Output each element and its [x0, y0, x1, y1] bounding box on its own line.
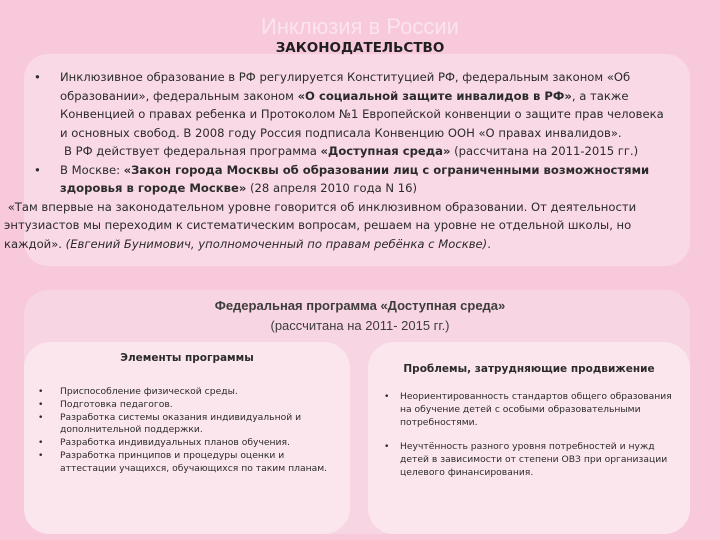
list-item-text: Разработка индивидуальных планов обучения.	[60, 437, 290, 449]
bullet-icon: •	[38, 411, 44, 423]
elements-list	[38, 386, 338, 476]
list-item	[38, 386, 338, 399]
legislation-heading: ЗАКОНОДАТЕЛЬСТВО	[275, 40, 445, 56]
list-item-text: Разработка принципов и процедуры оценки и аттестации учащихся, обучающихся по таким планам.	[60, 449, 328, 474]
legislation-bullet-1	[34, 68, 674, 142]
bullet-2-date: (28 апреля 2010 года N 16)	[246, 181, 418, 195]
list-item-text: Приспособление физической среды.	[60, 386, 238, 397]
program-mention	[34, 142, 674, 161]
problems-panel	[368, 342, 690, 534]
bullet-2-text: В Москве:	[60, 162, 124, 177]
bullet-icon: •	[38, 437, 44, 449]
problems-list	[384, 391, 684, 492]
list-item-text: Разработка системы оказания индивидуальной и дополнительной поддержки.	[60, 411, 302, 436]
program-subtitle: (рассчитана на 2011- 2015 гг.)	[270, 318, 450, 333]
elements-heading: Элементы программы	[120, 352, 254, 364]
quote-end: .	[487, 236, 491, 251]
bullet-icon: •	[34, 70, 41, 84]
list-item	[38, 412, 338, 438]
quote-paragraph	[4, 198, 674, 254]
bullet-icon: •	[38, 449, 44, 461]
list-item-text: Неориентированность стандартов общего образования на обучение детей с особыми образовательными потребностями.	[400, 391, 672, 428]
list-item	[38, 450, 338, 476]
list-item-text: Подготовка педагогов.	[60, 398, 173, 410]
program-mention-name: «Доступная среда»	[320, 144, 451, 158]
bullet-icon: •	[34, 162, 41, 177]
list-item	[38, 399, 338, 412]
list-item	[384, 391, 684, 429]
quote-text: «Там впервые на законодательном уровне говорится об инклюзивном образовании. От деятельности энтузиастов мы переходим к систематическим вопросам, решаем на уровне не отдельной школы, но каждой».	[4, 199, 637, 251]
bullet-2-law: «Закон города Москвы об образовании лиц с ограниченными возможностями здоровья в городе Москве»	[60, 162, 650, 195]
bullet-icon: •	[38, 386, 44, 397]
list-item	[384, 441, 684, 479]
bullet-icon: •	[38, 398, 44, 410]
program-mention-text: В РФ действует федеральная программа	[64, 144, 321, 158]
slide-title: Инклюзия в России	[261, 14, 459, 39]
list-item	[38, 437, 338, 450]
legislation-text	[4, 68, 674, 253]
legislation-bullet-2	[34, 161, 674, 198]
bullet-icon: •	[384, 391, 390, 402]
problems-heading: Проблемы, затрудняющие продвижение	[403, 363, 655, 375]
bullet-1-text-end: , а также Конвенцией о правах ребенка и Протоколом №1 Европейской конвенции о защите прав человека и основных свобод. В 2008 году Россия подписала Конвенцию ООН «О правах инвалидов».	[60, 88, 664, 140]
elements-panel	[24, 342, 350, 534]
list-item-text: Неучтённость разного уровня потребностей и нужд детей в зависимости от степени ОВЗ при организации целевого финансирования.	[400, 441, 668, 478]
program-mention-years: (рассчитана на 2011-2015 гг.)	[450, 144, 639, 158]
bullet-icon: •	[384, 441, 390, 453]
quote-author: (Евгений Бунимович, уполномоченный по правам ребёнка с Москве)	[65, 236, 488, 251]
bullet-1-law: «О социальной защите инвалидов в РФ»	[297, 88, 572, 103]
bullet-1-text: Инклюзивное образование в РФ регулируется Конституцией РФ, федеральным законом «Об образовании», федеральным законом	[60, 70, 631, 103]
program-title: Федеральная программа «Доступная среда»	[214, 298, 506, 313]
